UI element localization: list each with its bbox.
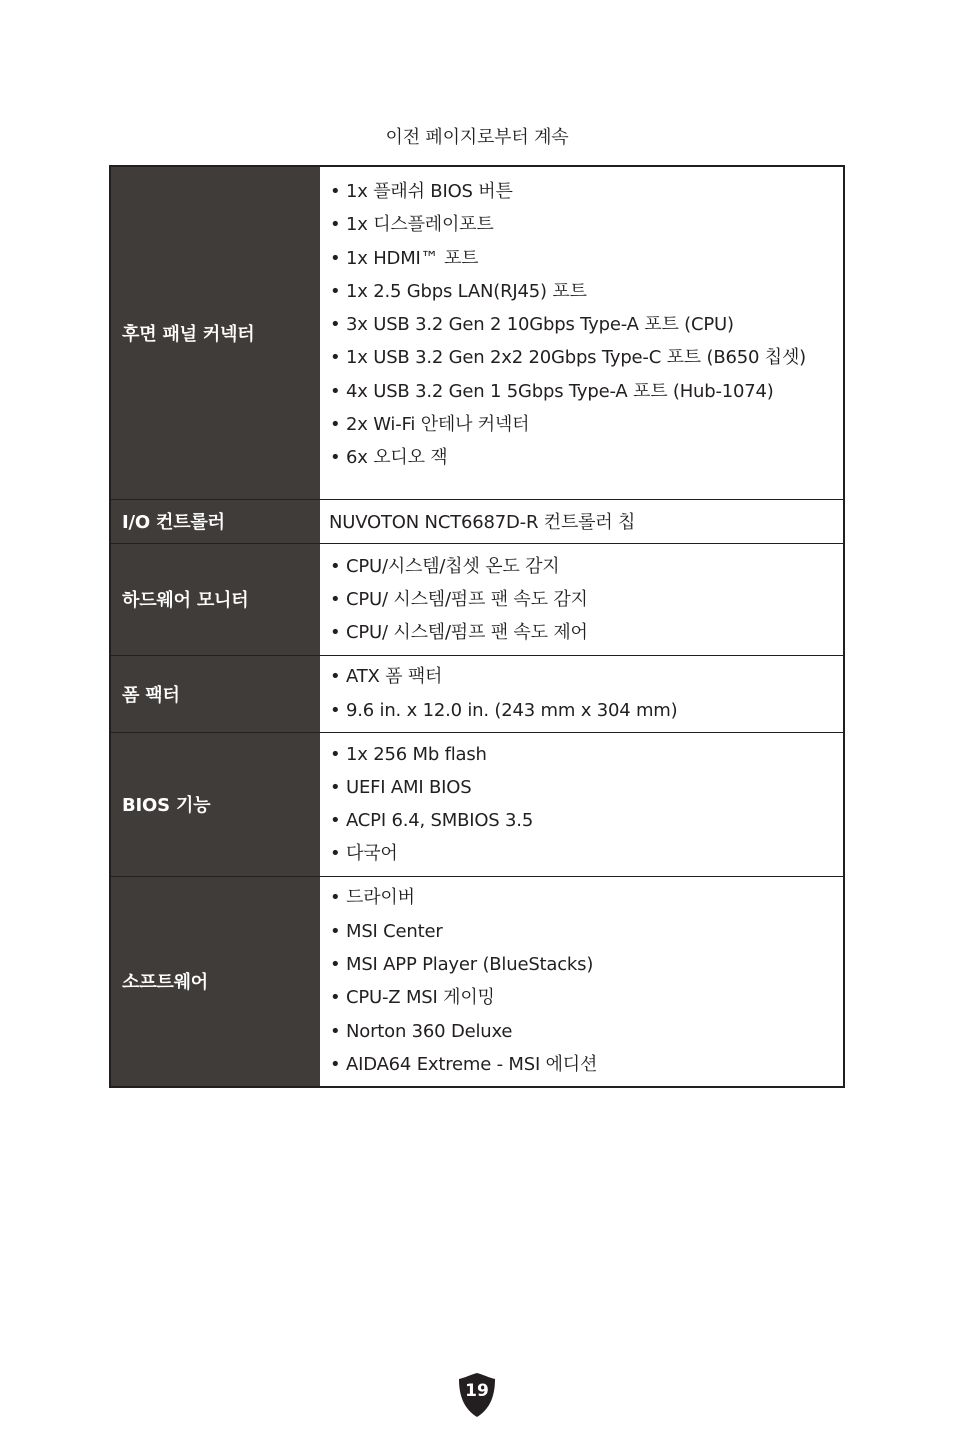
list-item: • CPU/ 시스템/펌프 팬 속도 감지 xyxy=(329,583,843,616)
item-list xyxy=(329,881,843,1081)
list-item: • CPU/시스템/칩셋 온도 감지 xyxy=(329,550,843,583)
item-list xyxy=(329,550,843,649)
list-item: • AIDA64 Extreme - MSI 에디션 xyxy=(329,1048,843,1081)
list-item: • 1x USB 3.2 Gen 2x2 20Gbps Type-C 포트 (B650 칩셋) xyxy=(329,341,843,374)
row-label: 하드웨어 모니터 xyxy=(110,543,320,655)
row-value xyxy=(320,655,844,732)
table-row xyxy=(110,732,844,876)
spec-table xyxy=(109,165,845,1088)
page-number: 19 xyxy=(465,1381,489,1401)
row-label: BIOS 기능 xyxy=(110,732,320,876)
item-list xyxy=(329,738,843,870)
list-item: • 1x 256 Mb flash xyxy=(329,738,843,771)
list-item: • CPU/ 시스템/펌프 팬 속도 제어 xyxy=(329,616,843,649)
list-item: • 다국어 xyxy=(329,837,843,870)
row-label: 후면 패널 커넥터 xyxy=(110,166,320,499)
list-item: • 3x USB 3.2 Gen 2 10Gbps Type-A 포트 (CPU) xyxy=(329,308,843,341)
list-item: • 6x 오디오 잭 xyxy=(329,441,843,474)
row-value xyxy=(320,732,844,876)
list-item: • 1x 디스플레이포트 xyxy=(329,208,843,241)
table-row xyxy=(110,876,844,1087)
row-label: 소프트웨어 xyxy=(110,876,320,1087)
table-row xyxy=(110,166,844,499)
item-list xyxy=(329,175,843,475)
item-list xyxy=(329,660,843,728)
list-item: • ATX 폼 팩터 xyxy=(329,660,843,694)
list-item: • CPU-Z MSI 게이밍 xyxy=(329,981,843,1014)
list-item: • 9.6 in. x 12.0 in. (243 mm x 304 mm) xyxy=(329,694,843,728)
list-item: • 4x USB 3.2 Gen 1 5Gbps Type-A 포트 (Hub-1074) xyxy=(329,375,843,408)
table-row xyxy=(110,499,844,543)
list-item: • UEFI AMI BIOS xyxy=(329,771,843,804)
row-value xyxy=(320,499,844,543)
continued-note: 이전 페이지로부터 계속 xyxy=(385,127,569,148)
row-text: NUVOTON NCT6687D-R 컨트롤러 칩 xyxy=(329,512,636,533)
row-label: 폼 팩터 xyxy=(110,655,320,732)
list-item: • MSI APP Player (BlueStacks) xyxy=(329,948,843,981)
list-item: • 1x HDMI™ 포트 xyxy=(329,242,843,275)
row-value xyxy=(320,166,844,499)
list-item: • 1x 2.5 Gbps LAN(RJ45) 포트 xyxy=(329,275,843,308)
table-row xyxy=(110,543,844,655)
list-item: • ACPI 6.4, SMBIOS 3.5 xyxy=(329,804,843,837)
row-value xyxy=(320,543,844,655)
row-label: I/O 컨트롤러 xyxy=(110,499,320,543)
table-row xyxy=(110,655,844,732)
list-item: • 드라이버 xyxy=(329,881,843,914)
list-item: • MSI Center xyxy=(329,915,843,948)
page-number-badge xyxy=(458,1372,496,1418)
row-value xyxy=(320,876,844,1087)
list-item: • 1x 플래쉬 BIOS 버튼 xyxy=(329,175,843,208)
list-item: • Norton 360 Deluxe xyxy=(329,1015,843,1048)
list-item: • 2x Wi-Fi 안테나 커넥터 xyxy=(329,408,843,441)
